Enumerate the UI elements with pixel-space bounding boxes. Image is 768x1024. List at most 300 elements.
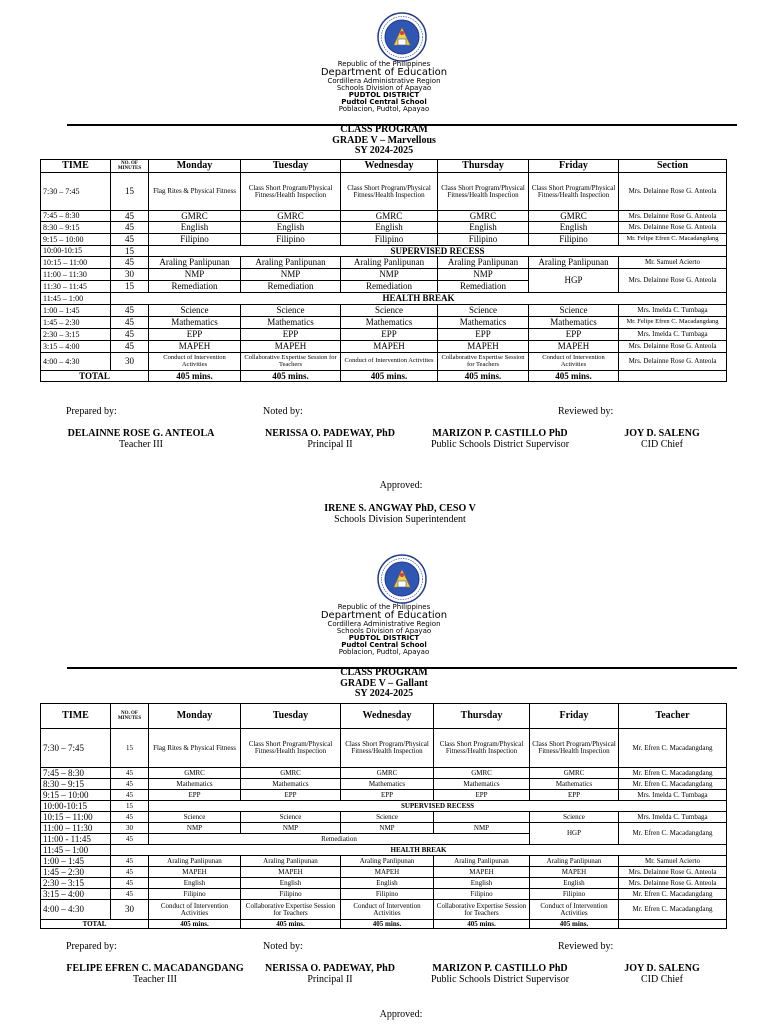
total-friday: 405 mins. [529,371,619,382]
cell-monday: MAPEH [149,341,241,353]
cell-monday: Conduct of Intervention Activities [149,900,241,920]
class-program-table [40,159,727,382]
cell-time: 2:30 – 3:15 [41,878,111,889]
cell-minutes: 45 [111,222,149,234]
cell-minutes: 45 [111,211,149,222]
cell-tuesday: MAPEH [241,867,341,878]
cell-minutes: 15 [111,801,149,812]
cell-tuesday: English [241,222,341,234]
signatory-position: Teacher III [133,974,177,985]
cell-monday: NMP [149,823,241,834]
cell-tuesday: Class Short Program/Physical Fitness/Health Inspection [241,729,341,768]
cell-wednesday: MAPEH [341,341,438,353]
cell-thursday: Araling Panlipunan [438,257,529,269]
cell-thursday: Mathematics [434,779,530,790]
cell-tuesday: Araling Panlipunan [241,257,341,269]
cell-friday: Mathematics [529,317,619,329]
cell-thursday: Collaborative Expertise Session for Teachers [434,900,530,920]
cell-friday: HGP [530,823,619,845]
cell-minutes: 45 [111,790,149,801]
table-row [41,329,727,341]
total-friday: 405 mins. [530,920,619,929]
cell-time: 1:00 – 1:45 [41,305,111,317]
header-address: Poblacion, Pudtol, Apayao [338,648,430,656]
cell-teacher: Mrs. Imelda C. Tumbaga [619,790,727,801]
cell-minutes: 45 [111,878,149,889]
cell-tuesday: English [241,878,341,889]
cell-wednesday: Filipino [341,889,434,900]
table-row [41,173,727,211]
cell-minutes: 45 [111,341,149,353]
health-break-row: HEALTH BREAK [111,845,727,856]
cell-teacher: Mr. Efren C. Macadangdang [619,823,727,845]
program-title: CLASS PROGRAM [340,124,428,135]
total-empty [619,920,727,929]
cell-thursday: GMRC [434,768,530,779]
cell-monday: NMP [149,269,241,281]
total-row [41,371,727,382]
cell-minutes: 15 [111,173,149,211]
cell-teacher: Mrs. Imelda C. Tumbaga [619,812,727,823]
table-row [41,222,727,234]
cell-minutes: 30 [111,353,149,371]
table-row [41,845,727,856]
cell-minutes: 15 [111,729,149,768]
cell-time: 10:00-10:15 [41,801,111,812]
health-break-row: HEALTH BREAK [111,293,727,305]
cell-teacher: Mr. Efren C. Macadangdang [619,729,727,768]
cell-monday: Mathematics [149,317,241,329]
cell-thursday: Class Short Program/Physical Fitness/Health Inspection [434,729,530,768]
cell-time: 11:45 – 1:00 [41,845,111,856]
cell-minutes: 45 [111,317,149,329]
cell-minutes: 45 [111,257,149,269]
cell-minutes: 45 [111,779,149,790]
cell-minutes: 45 [111,329,149,341]
reviewed-label: Reviewed by: [558,941,614,952]
cell-tuesday: Science [241,812,341,823]
col-thursday: Thursday [434,704,530,729]
cell-time: 11:45 – 1:00 [41,293,111,305]
cell-thursday: GMRC [438,211,529,222]
cell-thursday: Filipino [438,234,529,246]
total-tuesday: 405 mins. [241,371,341,382]
table-row [41,867,727,878]
header-republic: Republic of the Philippines [337,603,431,611]
cell-minutes: 45 [111,305,149,317]
cell-tuesday: NMP [241,823,341,834]
cell-teacher: Mrs. Imelda C. Tumbaga [619,329,727,341]
col-minutes: NO. OF MINUTES [111,160,149,173]
table-row [41,790,727,801]
total-wednesday: 405 mins. [341,371,438,382]
cell-tuesday: Mathematics [241,317,341,329]
cell-monday: GMRC [149,768,241,779]
cell-thursday: Filipino [434,889,530,900]
cell-thursday: Araling Panlipunan [434,856,530,867]
cell-friday: Filipino [529,234,619,246]
col-wednesday: Wednesday [341,704,434,729]
cell-time: 9:15 – 10:00 [41,790,111,801]
table-row [41,779,727,790]
signatory-teacher [62,963,248,985]
recess-row: SUPERVISED RECESS [149,246,727,257]
signatory-name: NERISSA O. PADEWAY, PhD [265,428,395,439]
cell-time: 7:45 – 8:30 [41,211,111,222]
cell-time: 1:00 – 1:45 [41,856,111,867]
cell-monday: Science [149,305,241,317]
cell-monday: Filipino [149,889,241,900]
program-grade: GRADE V – Marvellous [332,134,436,146]
noted-label: Noted by: [263,406,303,417]
cell-tuesday: Filipino [241,234,341,246]
program-sy: SY 2024-2025 [354,688,414,699]
total-label: TOTAL [41,371,149,382]
cell-friday: Science [529,305,619,317]
col-thursday: Thursday [438,160,529,173]
cell-tuesday: EPP [241,790,341,801]
cell-teacher: Mrs. Delainne Rose G. Anteola [619,867,727,878]
table-row [41,341,727,353]
signatory-principal [258,963,402,985]
cell-friday: English [530,878,619,889]
signatory-principal [258,428,402,450]
table-row [41,889,727,900]
cell-minutes: 15 [111,246,149,257]
header-district: PUDTOL DISTRICT [348,91,420,99]
cell-time: 4:00 – 4:30 [41,353,111,371]
cell-monday: GMRC [149,211,241,222]
cell-thursday: Science [438,305,529,317]
cell-tuesday: NMP [241,269,341,281]
cell-teacher: Mrs. Delainne Rose G. Anteola [619,269,727,293]
cell-tuesday: Remediation [241,281,341,293]
cell-teacher: Mr. Efren C. Macadangdang [619,768,727,779]
cell-time: 2:30 – 3:15 [41,329,111,341]
cell-thursday: Mathematics [438,317,529,329]
cell-teacher: Mrs. Delainne Rose G. Anteola [619,878,727,889]
program-grade: GRADE V – Gallant [340,677,428,689]
cell-tuesday: Mathematics [241,779,341,790]
cell-friday: Class Short Program/Physical Fitness/Health Inspection [529,173,619,211]
table-row [41,878,727,889]
cell-tuesday: Araling Panlipunan [241,856,341,867]
cell-teacher: Mrs. Delainne Rose G. Anteola [619,341,727,353]
total-monday: 405 mins. [149,371,241,382]
approved-label: Approved: [379,480,423,491]
cell-tuesday: Class Short Program/Physical Fitness/Health Inspection [241,173,341,211]
cell-time: 8:30 – 9:15 [41,222,111,234]
signatory-teacher [66,428,216,450]
cell-monday: Remediation [149,281,241,293]
cell-teacher: Mrs. Delainne Rose G. Anteola [619,353,727,371]
cell-monday: EPP [149,790,241,801]
table-row [41,305,727,317]
header-region: Cordillera Administrative Region [327,77,441,85]
cell-monday: Araling Panlipunan [149,257,241,269]
cell-monday: Araling Panlipunan [149,856,241,867]
col-section: Section [619,160,727,173]
header-school: Pudtol Central School [341,641,427,649]
cell-friday: GMRC [529,211,619,222]
col-time: TIME [41,704,111,729]
cell-minutes: 30 [111,823,149,834]
table-row [41,823,727,834]
cell-monday: Flag Rites & Physical Fitness [149,729,241,768]
col-friday: Friday [530,704,619,729]
cell-thursday: EPP [434,790,530,801]
cell-minutes: 45 [111,867,149,878]
cell-wednesday: EPP [341,329,438,341]
cell-teacher: Mr. Efren C. Macadangdang [619,900,727,920]
cell-friday: MAPEH [529,341,619,353]
signatory-name: IRENE S. ANGWAY PhD, CESO V [324,503,476,514]
header-address: Poblacion, Pudtol, Apayao [338,105,430,113]
cell-teacher: Mr. Felipe Efren C. Macadangdang [619,317,727,329]
col-monday: Monday [149,704,241,729]
col-teacher: Teacher [619,704,727,729]
total-row [41,920,727,929]
cell-wednesday: Filipino [341,234,438,246]
header-department: Department of Education [320,610,448,621]
col-wednesday: Wednesday [341,160,438,173]
program-sy: SY 2024-2025 [354,145,414,156]
signatory-position: Principal II [307,974,353,985]
cell-monday: English [149,222,241,234]
cell-minutes: 45 [111,856,149,867]
table-row [41,812,727,823]
header-division: Schools Division of Apayao [336,627,432,635]
cell-wednesday: GMRC [341,211,438,222]
signatory-position: Public Schools District Supervisor [430,974,570,985]
cell-wednesday: Conduct of Intervention Activities [341,900,434,920]
signatory-name: FELIPE EFREN C. MACADANGDANG [66,963,244,974]
cell-thursday: English [438,222,529,234]
cell-wednesday: NMP [341,823,434,834]
cell-tuesday: Collaborative Expertise Session for Teachers [241,900,341,920]
cell-monday: EPP [149,329,241,341]
cell-friday: Araling Panlipunan [529,257,619,269]
table-row [41,269,727,281]
col-tuesday: Tuesday [241,160,341,173]
cell-thursday: MAPEH [434,867,530,878]
cell-friday: English [529,222,619,234]
cell-teacher: Mr. Samuel Acierto [619,257,727,269]
cell-monday: Filipino [149,234,241,246]
cell-time: 11:00 - 11:45 [41,834,111,845]
cell-teacher: Mr. Efren C. Macadangdang [619,889,727,900]
signatory-position: CID Chief [641,974,683,985]
cell-time: 10:15 – 11:00 [41,812,111,823]
cell-minutes: 45 [111,834,149,845]
table-row [41,246,727,257]
cell-wednesday: GMRC [341,768,434,779]
cell-monday: English [149,878,241,889]
total-label: TOTAL [41,920,149,929]
program-title: CLASS PROGRAM [340,667,428,678]
cell-minutes: 45 [111,768,149,779]
cell-friday: Science [530,812,619,823]
col-tuesday: Tuesday [241,704,341,729]
cell-thursday: Collaborative Expertise Session for Teachers [438,353,529,371]
noted-label: Noted by: [263,941,303,952]
cell-friday: EPP [529,329,619,341]
header-school: Pudtol Central School [341,98,427,106]
cell-minutes: 45 [111,889,149,900]
reviewed-label: Reviewed by: [558,406,614,417]
deped-seal [377,554,427,604]
signatory-name: JOY D. SALENG [624,428,700,439]
cell-friday: Araling Panlipunan [530,856,619,867]
signatory-name: MARIZON P. CASTILLO PhD [432,963,568,974]
table-row [41,856,727,867]
cell-teacher: Mrs. Delainne Rose G. Anteola [619,222,727,234]
header-district: PUDTOL DISTRICT [348,634,420,642]
cell-tuesday: MAPEH [241,341,341,353]
cell-time: 9:15 – 10:00 [41,234,111,246]
cell-time: 1:45 – 2:30 [41,867,111,878]
signatory-position: CID Chief [641,439,683,450]
class-program-table [40,703,727,929]
cell-teacher: Mr. Felipe Efren C. Macadangdang [619,234,727,246]
cell-wednesday: NMP [341,269,438,281]
signatory-supervisor [427,963,573,985]
total-tuesday: 405 mins. [241,920,341,929]
cell-teacher: Mr. Efren C. Macadangdang [619,779,727,790]
cell-monday: Flag Rites & Physical Fitness [149,173,241,211]
cell-tuesday: EPP [241,329,341,341]
cell-tuesday: Filipino [241,889,341,900]
cell-friday: Conduct of Intervention Activities [530,900,619,920]
col-friday: Friday [529,160,619,173]
cell-tuesday: Collaborative Expertise Session for Teachers [241,353,341,371]
col-minutes: NO. OF MINUTES [111,704,149,729]
col-time: TIME [41,160,111,173]
signatory-position: Teacher III [119,439,163,450]
cell-monday: MAPEH [149,867,241,878]
table-row [41,317,727,329]
signatory-chief [607,428,717,450]
cell-wednesday: Araling Panlipunan [341,856,434,867]
cell-thursday: MAPEH [438,341,529,353]
signatory-name: DELAINNE ROSE G. ANTEOLA [67,428,215,439]
signatory-name: JOY D. SALENG [624,963,700,974]
cell-time: 11:00 – 11:30 [41,269,111,281]
table-row [41,211,727,222]
cell-thursday: NMP [434,823,530,834]
total-empty [619,371,727,382]
total-thursday: 405 mins. [434,920,530,929]
cell-friday: Filipino [530,889,619,900]
cell-time: 3:15 – 4:00 [41,341,111,353]
cell-tuesday: Science [241,305,341,317]
cell-monday: Conduct of Intervention Activities [149,353,241,371]
cell-minutes: 30 [111,269,149,281]
cell-time: 10:00-10:15 [41,246,111,257]
table-row [41,768,727,779]
cell-teacher: Mr. Samuel Acierto [619,856,727,867]
cell-wednesday: Araling Panlipunan [341,257,438,269]
cell-tuesday: GMRC [241,768,341,779]
cell-tuesday: GMRC [241,211,341,222]
cell-time: 3:15 – 4:00 [41,889,111,900]
table-row [41,801,727,812]
cell-wednesday: Mathematics [341,779,434,790]
cell-friday: EPP [530,790,619,801]
cell-time: 7:45 – 8:30 [41,768,111,779]
cell-teacher: Mrs. Delainne Rose G. Anteola [619,211,727,222]
header-department: Department of Education [320,67,448,78]
cell-friday: GMRC [530,768,619,779]
cell-time: 7:30 – 7:45 [41,729,111,768]
cell-wednesday: Class Short Program/Physical Fitness/Health Inspection [341,729,434,768]
total-monday: 405 mins. [149,920,241,929]
header-republic: Republic of the Philippines [337,60,431,68]
cell-thursday: Remediation [438,281,529,293]
signatory-supervisor [427,428,573,450]
cell-wednesday: English [341,222,438,234]
remediation-row: Remediation [149,834,530,845]
cell-friday: MAPEH [530,867,619,878]
header-region: Cordillera Administrative Region [327,620,441,628]
cell-wednesday: Class Short Program/Physical Fitness/Health Inspection [341,173,438,211]
cell-wednesday: English [341,878,434,889]
cell-wednesday: EPP [341,790,434,801]
signatory-chief [607,963,717,985]
cell-wednesday: Conduct of Intervention Activities [341,353,438,371]
cell-wednesday: Mathematics [341,317,438,329]
cell-minutes: 15 [111,281,149,293]
total-thursday: 405 mins. [438,371,529,382]
cell-wednesday: Science [341,812,434,823]
table-row [41,353,727,371]
signatory-position: Public Schools District Supervisor [430,439,570,450]
cell-minutes: 30 [111,900,149,920]
cell-wednesday: MAPEH [341,867,434,878]
table-row [41,900,727,920]
signatory-name: MARIZON P. CASTILLO PhD [432,428,568,439]
table-row [41,257,727,269]
cell-minutes: 45 [111,234,149,246]
table-row [41,234,727,246]
signatory-name: NERISSA O. PADEWAY, PhD [265,963,395,974]
signatory-position: Principal II [307,439,353,450]
cell-thursday: Class Short Program/Physical Fitness/Health Inspection [438,173,529,211]
header-division: Schools Division of Apayao [336,84,432,92]
cell-friday: Conduct of Intervention Activities [529,353,619,371]
cell-monday: Science [149,812,241,823]
table-row [41,729,727,768]
signatory-position: Schools Division Superintendent [334,514,466,525]
cell-time: 8:30 – 9:15 [41,779,111,790]
cell-thursday: EPP [438,329,529,341]
deped-seal [377,12,427,62]
table-row [41,293,727,305]
prepared-label: Prepared by: [66,941,117,952]
cell-thursday-empty [434,812,530,823]
cell-time: 11:30 – 11:45 [41,281,111,293]
col-monday: Monday [149,160,241,173]
cell-thursday: NMP [438,269,529,281]
cell-teacher: Mrs. Imelda C. Tumbaga [619,305,727,317]
cell-wednesday: Science [341,305,438,317]
prepared-label: Prepared by: [66,406,117,417]
cell-time: 11:00 – 11:30 [41,823,111,834]
cell-time: 10:15 – 11:00 [41,257,111,269]
approved-label: Approved: [379,1009,423,1020]
cell-friday: HGP [529,269,619,293]
cell-teacher: Mrs. Delainne Rose G. Anteola [619,173,727,211]
